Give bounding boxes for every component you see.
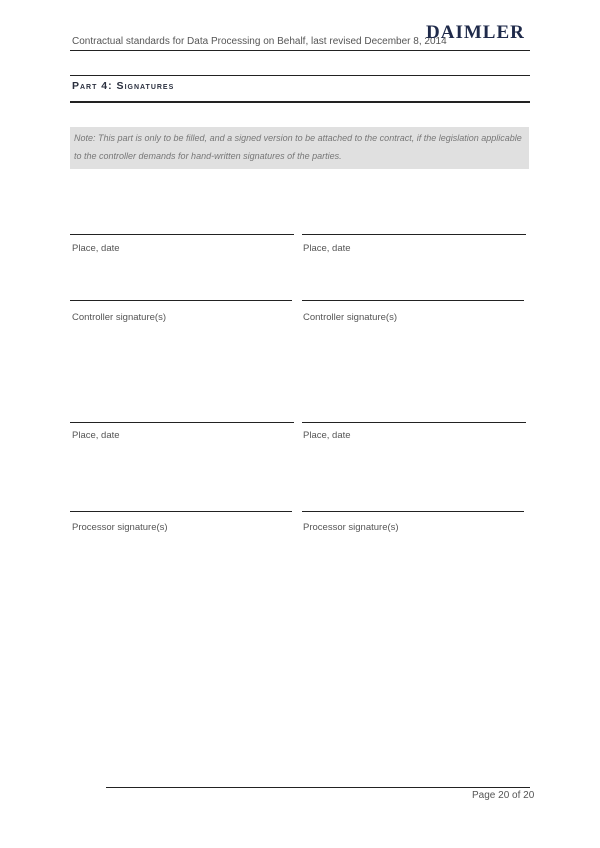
place-date-label: Place, date: [72, 243, 120, 254]
section-title: Part 4: Signatures: [72, 80, 175, 92]
signature-line: [302, 234, 526, 235]
place-date-label: Place, date: [303, 430, 351, 441]
controller-signature-label: Controller signature(s): [72, 312, 166, 323]
signature-line: [70, 300, 292, 301]
section-rule-bottom: [70, 101, 530, 103]
header-rule: [70, 50, 530, 51]
signature-line: [302, 511, 524, 512]
signature-line: [302, 300, 524, 301]
signature-line: [70, 511, 292, 512]
place-date-label: Place, date: [303, 243, 351, 254]
controller-signature-label: Controller signature(s): [303, 312, 397, 323]
signature-line: [302, 422, 526, 423]
note-box: Note: This part is only to be filled, and a signed version to be attached to the contract, if the legislation applicable to the controller demands for hand-written signatures of the parties.: [70, 127, 529, 169]
processor-signature-label: Processor signature(s): [72, 522, 168, 533]
processor-signature-label: Processor signature(s): [303, 522, 399, 533]
place-date-label: Place, date: [72, 430, 120, 441]
signature-line: [70, 234, 294, 235]
section-rule-top: [70, 75, 530, 76]
signature-line: [70, 422, 294, 423]
daimler-logo: DAIMLER: [426, 22, 525, 43]
footer-rule: [106, 787, 530, 788]
page-number: Page 20 of 20: [472, 790, 535, 801]
header-text: Contractual standards for Data Processing on Behalf, last revised December 8, 2014: [72, 36, 447, 47]
